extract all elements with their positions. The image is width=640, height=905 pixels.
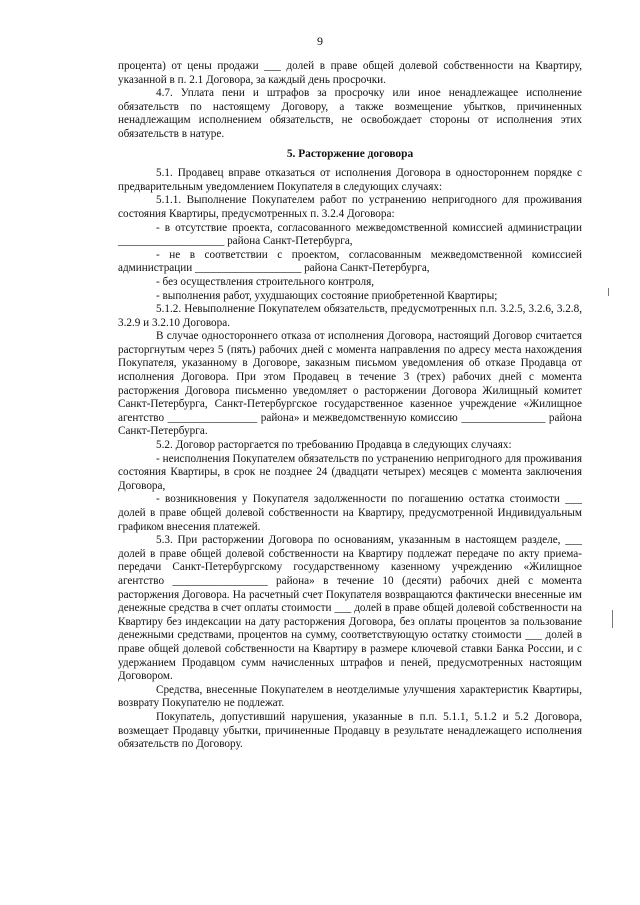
paragraph-cont-1: процента) от цены продажи ___ долей в праве общей долевой собственности на Квартиру, указанной в п. 2.1 Договора, за каждый день просрочки. <box>118 60 582 86</box>
paragraphs-top <box>118 60 582 142</box>
paragraph-p-unilateral: В случае одностороннего отказа от исполнения Договора, настоящий Договор считается расторгнутым через 5 (пять) рабочих дней с момента направления по адресу места нахождения Покупателя, указанному в Договоре, заказным письмом уведомления об отказе Продавца от исполнения Договора. При этом Продавец в течение 3 (трех) рабочих дней с момента расторжения Договора письменно уведомляет о расторжении Договора Жилищный комитет Санкт-Петербурга, Санкт-Петербургское государственное казенное учреждение «Жилищное агентство ________________ района» и межведомственную комиссию _______________ района Санкт-Петербурга. <box>118 330 582 438</box>
scan-margin-mark <box>612 610 613 628</box>
paragraph-p-5-1-1-b: - не в соответствии с проектом, согласованным межведомственной комиссией администрации ___________________ района Санкт-Петербурга, <box>118 248 582 275</box>
paragraph-p-5-1-1-a: - в отсутствие проекта, согласованного межведомственной комиссией администрации ___________________ района Санкт-Петербурга, <box>118 221 582 248</box>
paragraph-p-5-1: 5.1. Продавец вправе отказаться от исполнения Договора в одностороннем порядке с предварительным уведомлением Покупателя в следующих случаях: <box>118 167 582 193</box>
paragraph-p-5-2: 5.2. Договор расторгается по требованию Продавца в следующих случаях: <box>156 439 512 452</box>
paragraph-p-violations: Покупатель, допустивший нарушения, указанные в п.п. 5.1.1, 5.1.2 и 5.2 Договора, возмещает Продавцу убытки, причиненные Продавцу в результате ненадлежащего исполнения обязательств по Договору. <box>118 710 582 751</box>
page-number: 9 <box>317 34 323 48</box>
paragraph-p-5-1-1: 5.1.1. Выполнение Покупателем работ по устранению непригодного для проживания состояния Квартиры, предусмотренных п. 3.2.4 Договора: <box>118 194 582 220</box>
scan-margin-mark <box>608 288 609 296</box>
paragraph-p-5-1-2: 5.1.2. Невыполнение Покупателем обязательств, предусмотренных п.п. 3.2.5, 3.2.6, 3.2.8, 3.2.9 и 3.2.10 Договора. <box>118 303 582 329</box>
section-heading: 5. Расторжение договора <box>286 147 414 160</box>
paragraph-p-5-1-1-c: - без осуществления строительного контроля, <box>156 275 375 288</box>
paragraph-p-4-7: 4.7. Уплата пени и штрафов за просрочку или иное ненадлежащее исполнение обязательств по настоящему Договору, а также возмещение убытков, причиненных ненадлежащим исполнением обязательств, не освобождает стороны от исполнения этих обязательств в натуре. <box>118 87 582 140</box>
paragraph-p-5-2-b: - возникновения у Покупателя задолженности по погашению остатка стоимости ___ долей в праве общей долевой собственности на Квартиру, предусмотренной Индивидуальным графиком внесения платежей. <box>118 493 582 533</box>
paragraphs-main <box>118 167 582 752</box>
paragraph-p-5-3: 5.3. При расторжении Договора по основаниям, указанным в настоящем разделе, ___ долей в праве общей долевой собственности на Квартиру подлежат передаче по акту приема-передачи Санкт-Петербургскому государственному казенному учреждению «Жилищное агентство _________________ района» в течение 10 (десяти) рабочих дней с момента расторжения Договора. На расчетный счет Покупателя возвращаются фактически внесенные им денежные средства в счет оплаты стоимости ___ долей в праве общей долевой собственности на Квартиру без индексации на дату расторжения Договора, без оплаты процентов за пользование денежными средствами, процентов на сумму, соответствующую остатку стоимости ___ долей в праве общей долевой собственности на Квартиру в размере ключевой ставки Банка России, и с удержанием Продавцом сумм начисленных штрафов и пеней, предусмотренных настоящим Договором. <box>118 534 582 683</box>
paragraph-p-5-2-a: - неисполнения Покупателем обязательств по устранению непригодного для проживания состояния Квартиры, в срок не позднее 24 (двадцати четырех) месяцев с момента заключения Договора, <box>118 452 582 492</box>
paragraph-p-5-1-1-d: - выполнения работ, ухудшающих состояние приобретенной Квартиры; <box>156 289 498 302</box>
paragraph-p-improvements: Средства, внесенные Покупателем в неотделимые улучшения характеристик Квартиры, возврату Покупателю не подлежат. <box>118 683 582 710</box>
document-body <box>118 60 582 752</box>
